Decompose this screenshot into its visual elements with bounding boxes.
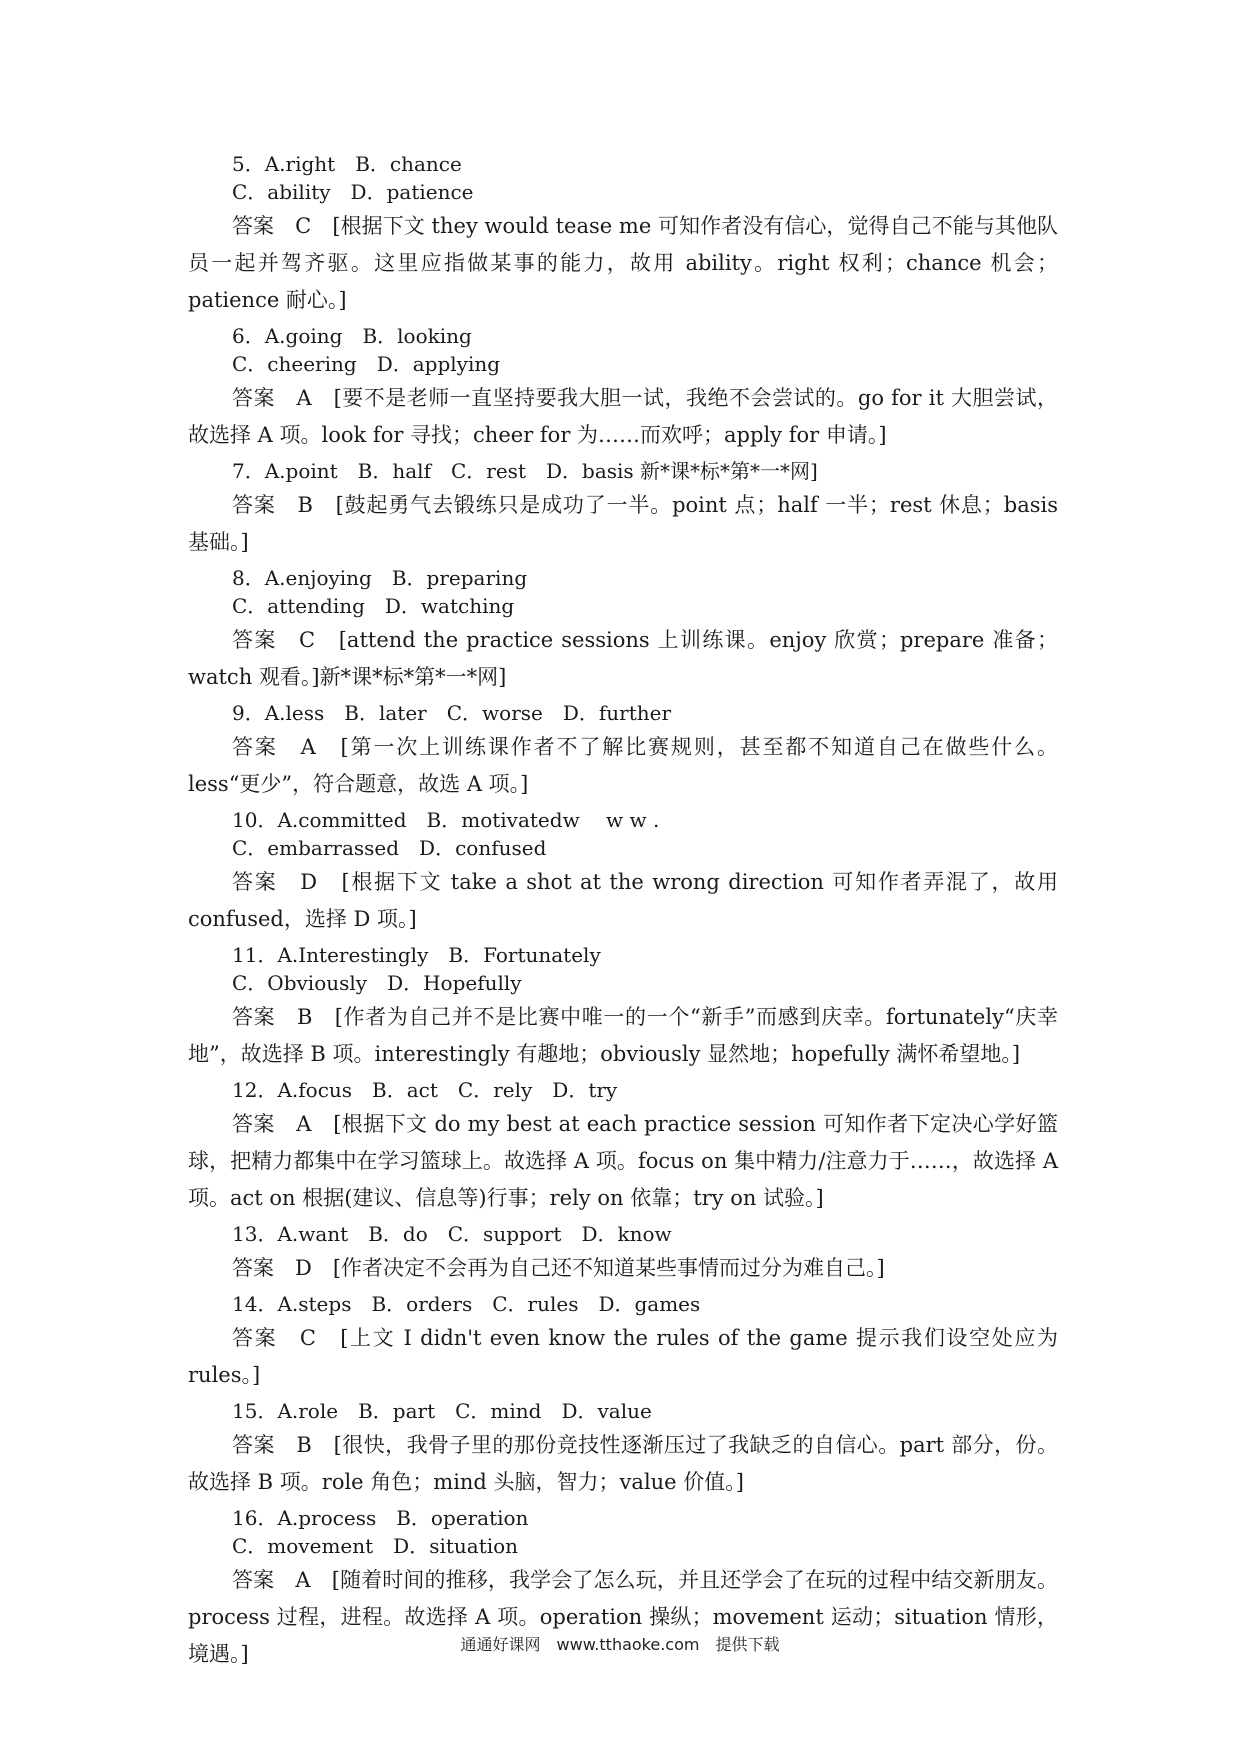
answer-explanation: 答案 C [上文 I didn't even know the rules of the game 提示我们设空处应为 rules。]: [188, 1326, 1058, 1387]
question-options: 16．A.process B．operation: [232, 1506, 529, 1530]
question-options: 15．A.role B．part C．mind D．value: [232, 1399, 652, 1423]
question-options: 10．A.committed B．motivatedw w w .: [232, 808, 660, 832]
answer-explanation: 答案 A [第一次上训练课作者不了解比赛规则，甚至都不知道自己在做些什么。less“更少”，符合题意，故选 A 项。]: [188, 735, 1058, 796]
question-item: [188, 1397, 1058, 1501]
question-item: [188, 699, 1058, 803]
question-options: 7．A.point B．half C．rest D．basis 新*课*标*第*一*网]: [232, 459, 818, 483]
question-options: C．cheering D．applying: [232, 352, 501, 376]
question-options: 12．A.focus B．act C．rely D．try: [232, 1078, 618, 1102]
question-item: [188, 806, 1058, 938]
question-options: 11．A.Interestingly B．Fortunately: [232, 943, 601, 967]
question-item: [188, 941, 1058, 1073]
question-options: 8．A.enjoying B．preparing: [232, 566, 528, 590]
answer-explanation: 答案 B [作者为自己并不是比赛中唯一的一个“新手”而感到庆幸。fortunately“庆幸地”，故选择 B 项。interestingly 有趣地；obviously 显然地；hopefully 满怀希望地。]: [188, 1005, 1058, 1066]
question-options: 6．A.going B．looking: [232, 324, 472, 348]
answer-explanation: 答案 B [鼓起勇气去锻练只是成功了一半。point 点；half 一半；rest 休息；basis 基础。]: [188, 493, 1058, 554]
question-item: [188, 1076, 1058, 1217]
question-item: [188, 1290, 1058, 1394]
question-item: [188, 322, 1058, 454]
answer-explanation: 答案 A [要不是老师一直坚持要我大胆一试，我绝不会尝试的。go for it 大胆尝试，故选择 A 项。look for 寻找；cheer for 为……而欢呼；apply for 申请。]: [188, 386, 1058, 447]
question-options: 14．A.steps B．orders C．rules D．games: [232, 1292, 701, 1316]
question-item: [188, 150, 1058, 319]
question-options: C．attending D．watching: [232, 594, 515, 618]
question-options: C．movement D．situation: [232, 1534, 519, 1558]
answer-explanation: 答案 C [根据下文 they would tease me 可知作者没有信心，觉得自己不能与其他队员一起并驾齐驱。这里应指做某事的能力，故用 ability。right 权利；chance 机会；patience 耐心。]: [188, 214, 1058, 312]
answer-explanation: 答案 D [根据下文 take a shot at the wrong direction 可知作者弄混了，故用 confused，选择 D 项。]: [188, 870, 1058, 931]
answer-explanation: 答案 A [随着时间的推移，我学会了怎么玩，并且还学会了在玩的过程中结交新朋友。process 过程，进程。故选择 A 项。operation 操纵；movement 运动；situation 情形，境遇。]: [188, 1568, 1058, 1666]
page-footer: 通通好课网 www.tthaoke.com 提供下载: [460, 1635, 780, 1654]
question-options: C．Obviously D．Hopefully: [232, 971, 522, 995]
question-options: C．embarrassed D．confused: [232, 836, 547, 860]
answer-explanation: 答案 B [很快，我骨子里的那份竞技性逐渐压过了我缺乏的自信心。part 部分，份。故选择 B 项。role 角色；mind 头脑，智力；value 价值。]: [188, 1433, 1058, 1494]
answer-explanation: 答案 C [attend the practice sessions 上训练课。enjoy 欣赏；prepare 准备；watch 观看。]新*课*标*第*一*网]: [188, 628, 1058, 689]
question-item: [188, 1220, 1058, 1287]
question-options: 13．A.want B．do C．support D．know: [232, 1222, 672, 1246]
question-options: 9．A.less B．later C．worse D．further: [232, 701, 672, 725]
answer-explanation: 答案 D [作者决定不会再为自己还不知道某些事情而过分为难自己。]: [232, 1256, 885, 1280]
question-item: [188, 564, 1058, 696]
answer-explanation: 答案 A [根据下文 do my best at each practice session 可知作者下定决心学好篮球，把精力都集中在学习篮球上。故选择 A 项。focus on 集中精力/注意力于……，故选择 A 项。act on 根据(建议、信息等)行事；rely on 依靠；try on 试验。]: [188, 1112, 1058, 1210]
question-options: C．ability D．patience: [232, 180, 474, 204]
exercise-page: [188, 150, 1058, 1676]
question-options: 5．A.right B．chance: [232, 152, 462, 176]
question-item: [188, 457, 1058, 561]
